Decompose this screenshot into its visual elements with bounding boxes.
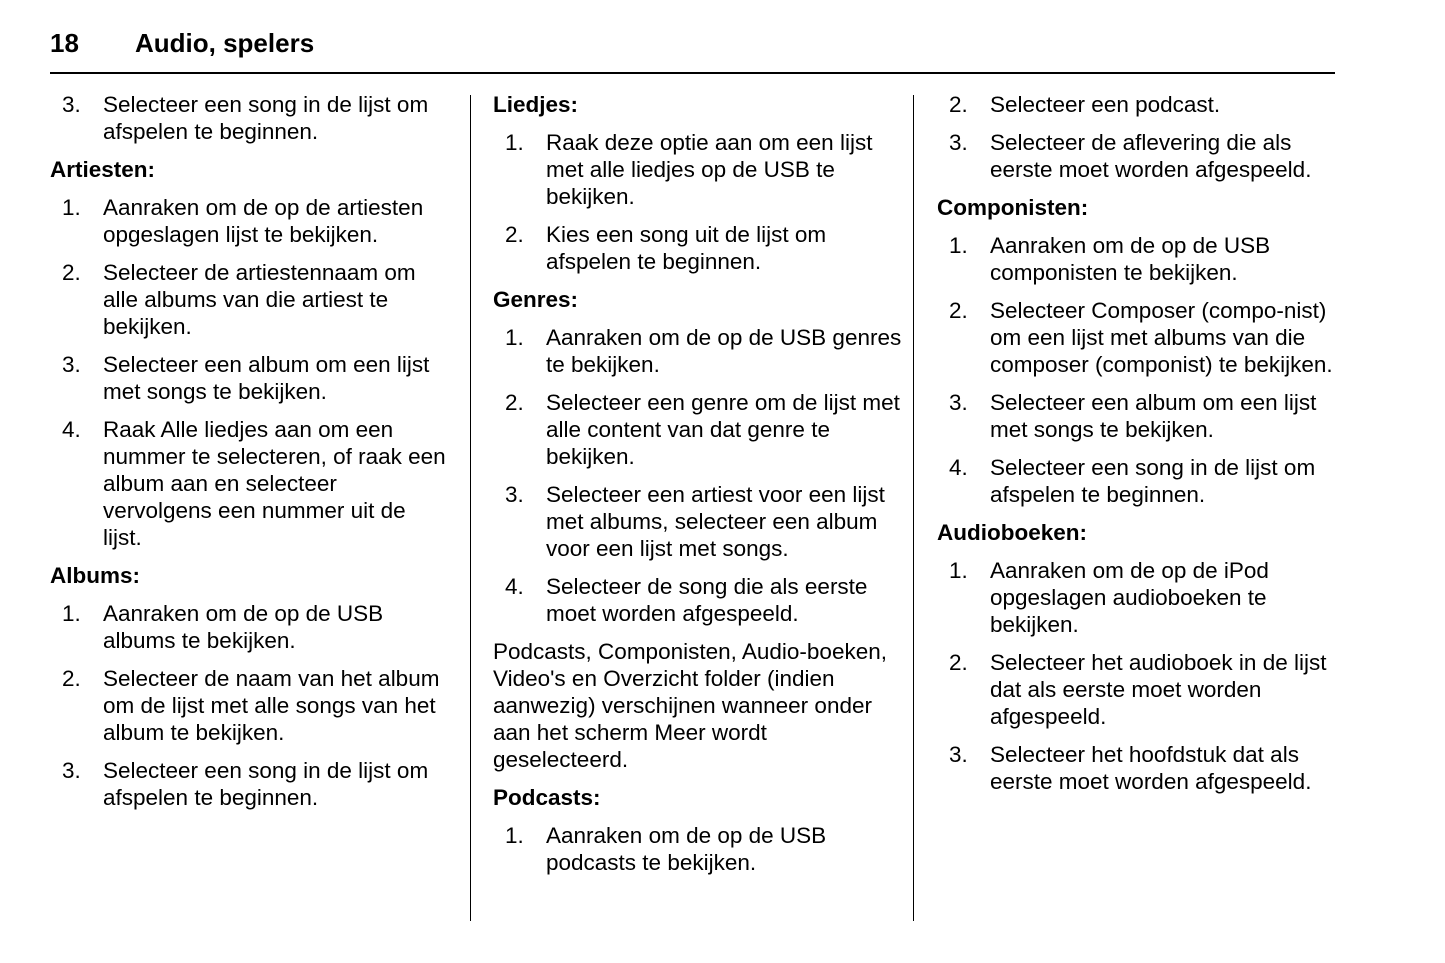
albums-list bbox=[50, 600, 450, 811]
liedjes-list bbox=[493, 129, 903, 275]
list-item: 1. Aanraken om de op de USB componisten te bekijken. bbox=[949, 233, 1271, 285]
column-middle bbox=[493, 91, 903, 887]
list-item: 1. Aanraken om de op de USB albums te bekijken. bbox=[62, 601, 384, 653]
heading-albums: Albums: bbox=[50, 563, 140, 588]
continued-list bbox=[50, 91, 450, 145]
list-item: 1. Raak deze optie aan om een lijst met alle liedjes op de USB te bekijken. bbox=[505, 130, 873, 209]
list-item: 4. Selecteer de song die als eerste moet worden afgespeeld. bbox=[505, 574, 868, 626]
heading-artiesten: Artiesten: bbox=[50, 157, 156, 182]
podcasts-list-continued bbox=[937, 91, 1342, 183]
list-item: 2. Selecteer de artiestennaam om alle albums van die artiest te bekijken. bbox=[62, 260, 416, 339]
column-left bbox=[50, 91, 450, 822]
list-item: 3. Selecteer een album om een lijst met songs te bekijken. bbox=[949, 390, 1317, 442]
list-item: 4. Selecteer een song in de lijst om afspelen te beginnen. bbox=[949, 455, 1316, 507]
column-right bbox=[937, 91, 1342, 806]
list-item: 2. Selecteer Composer (compo-nist) om een lijst met albums van die composer (componist) te bekijken. bbox=[949, 298, 1333, 377]
list-item: 2. Selecteer een genre om de lijst met alle content van dat genre te bekijken. bbox=[505, 390, 900, 469]
heading-audioboeken: Audioboeken: bbox=[937, 520, 1087, 545]
info-paragraph: Podcasts, Componisten, Audio-boeken, Video's en Overzicht folder (indien aanwezig) verschijnen wanneer onder aan het scherm Meer wordt geselecteerd. bbox=[493, 639, 887, 772]
list-item: 1. Aanraken om de op de iPod opgeslagen audioboeken te bekijken. bbox=[949, 558, 1269, 637]
artiesten-list bbox=[50, 194, 450, 551]
page-header bbox=[50, 26, 1335, 74]
heading-liedjes: Liedjes: bbox=[493, 92, 579, 117]
list-item: 3. Selecteer de aflevering die als eerste moet worden afgespeeld. bbox=[949, 130, 1312, 182]
list-item: 1. Aanraken om de op de USB podcasts te bekijken. bbox=[505, 823, 827, 875]
list-item: 3. Selecteer het hoofdstuk dat als eerste moet worden afgespeeld. bbox=[949, 742, 1312, 794]
list-item: 2. Selecteer het audioboek in de lijst dat als eerste moet worden afgespeeld. bbox=[949, 650, 1327, 729]
heading-componisten: Componisten: bbox=[937, 195, 1089, 220]
list-item: 3. Selecteer een album om een lijst met songs te bekijken. bbox=[62, 352, 430, 404]
list-item: 2. Selecteer de naam van het album om de lijst met alle songs van het album te bekijken. bbox=[62, 666, 440, 745]
list-item: 1. Aanraken om de op de artiesten opgeslagen lijst te bekijken. bbox=[62, 195, 424, 247]
genres-list bbox=[493, 324, 903, 627]
heading-genres: Genres: bbox=[493, 287, 579, 312]
section-title: Audio, spelers bbox=[135, 28, 315, 58]
componisten-list bbox=[937, 232, 1342, 508]
list-item: 2. Selecteer een podcast. bbox=[949, 92, 1221, 117]
list-item: 3. Selecteer een artiest voor een lijst met albums, selecteer een album voor een lijst met songs. bbox=[505, 482, 885, 561]
podcasts-list bbox=[493, 822, 903, 876]
list-item: 3. Selecteer een song in de lijst om afspelen te beginnen. bbox=[62, 758, 429, 810]
list-item: 3. Selecteer een song in de lijst om afspelen te beginnen. bbox=[62, 92, 429, 144]
heading-podcasts: Podcasts: bbox=[493, 785, 601, 810]
column-divider bbox=[913, 95, 914, 921]
column-divider bbox=[470, 95, 471, 921]
list-item: 1. Aanraken om de op de USB genres te bekijken. bbox=[505, 325, 902, 377]
list-item: 4. Raak Alle liedjes aan om een nummer te selecteren, of raak een album aan en selecteer vervolgens een nummer uit de lijst. bbox=[62, 417, 446, 550]
list-item: 2. Kies een song uit de lijst om afspelen te beginnen. bbox=[505, 222, 827, 274]
page-number: 18 bbox=[50, 28, 79, 58]
audioboeken-list bbox=[937, 557, 1342, 795]
